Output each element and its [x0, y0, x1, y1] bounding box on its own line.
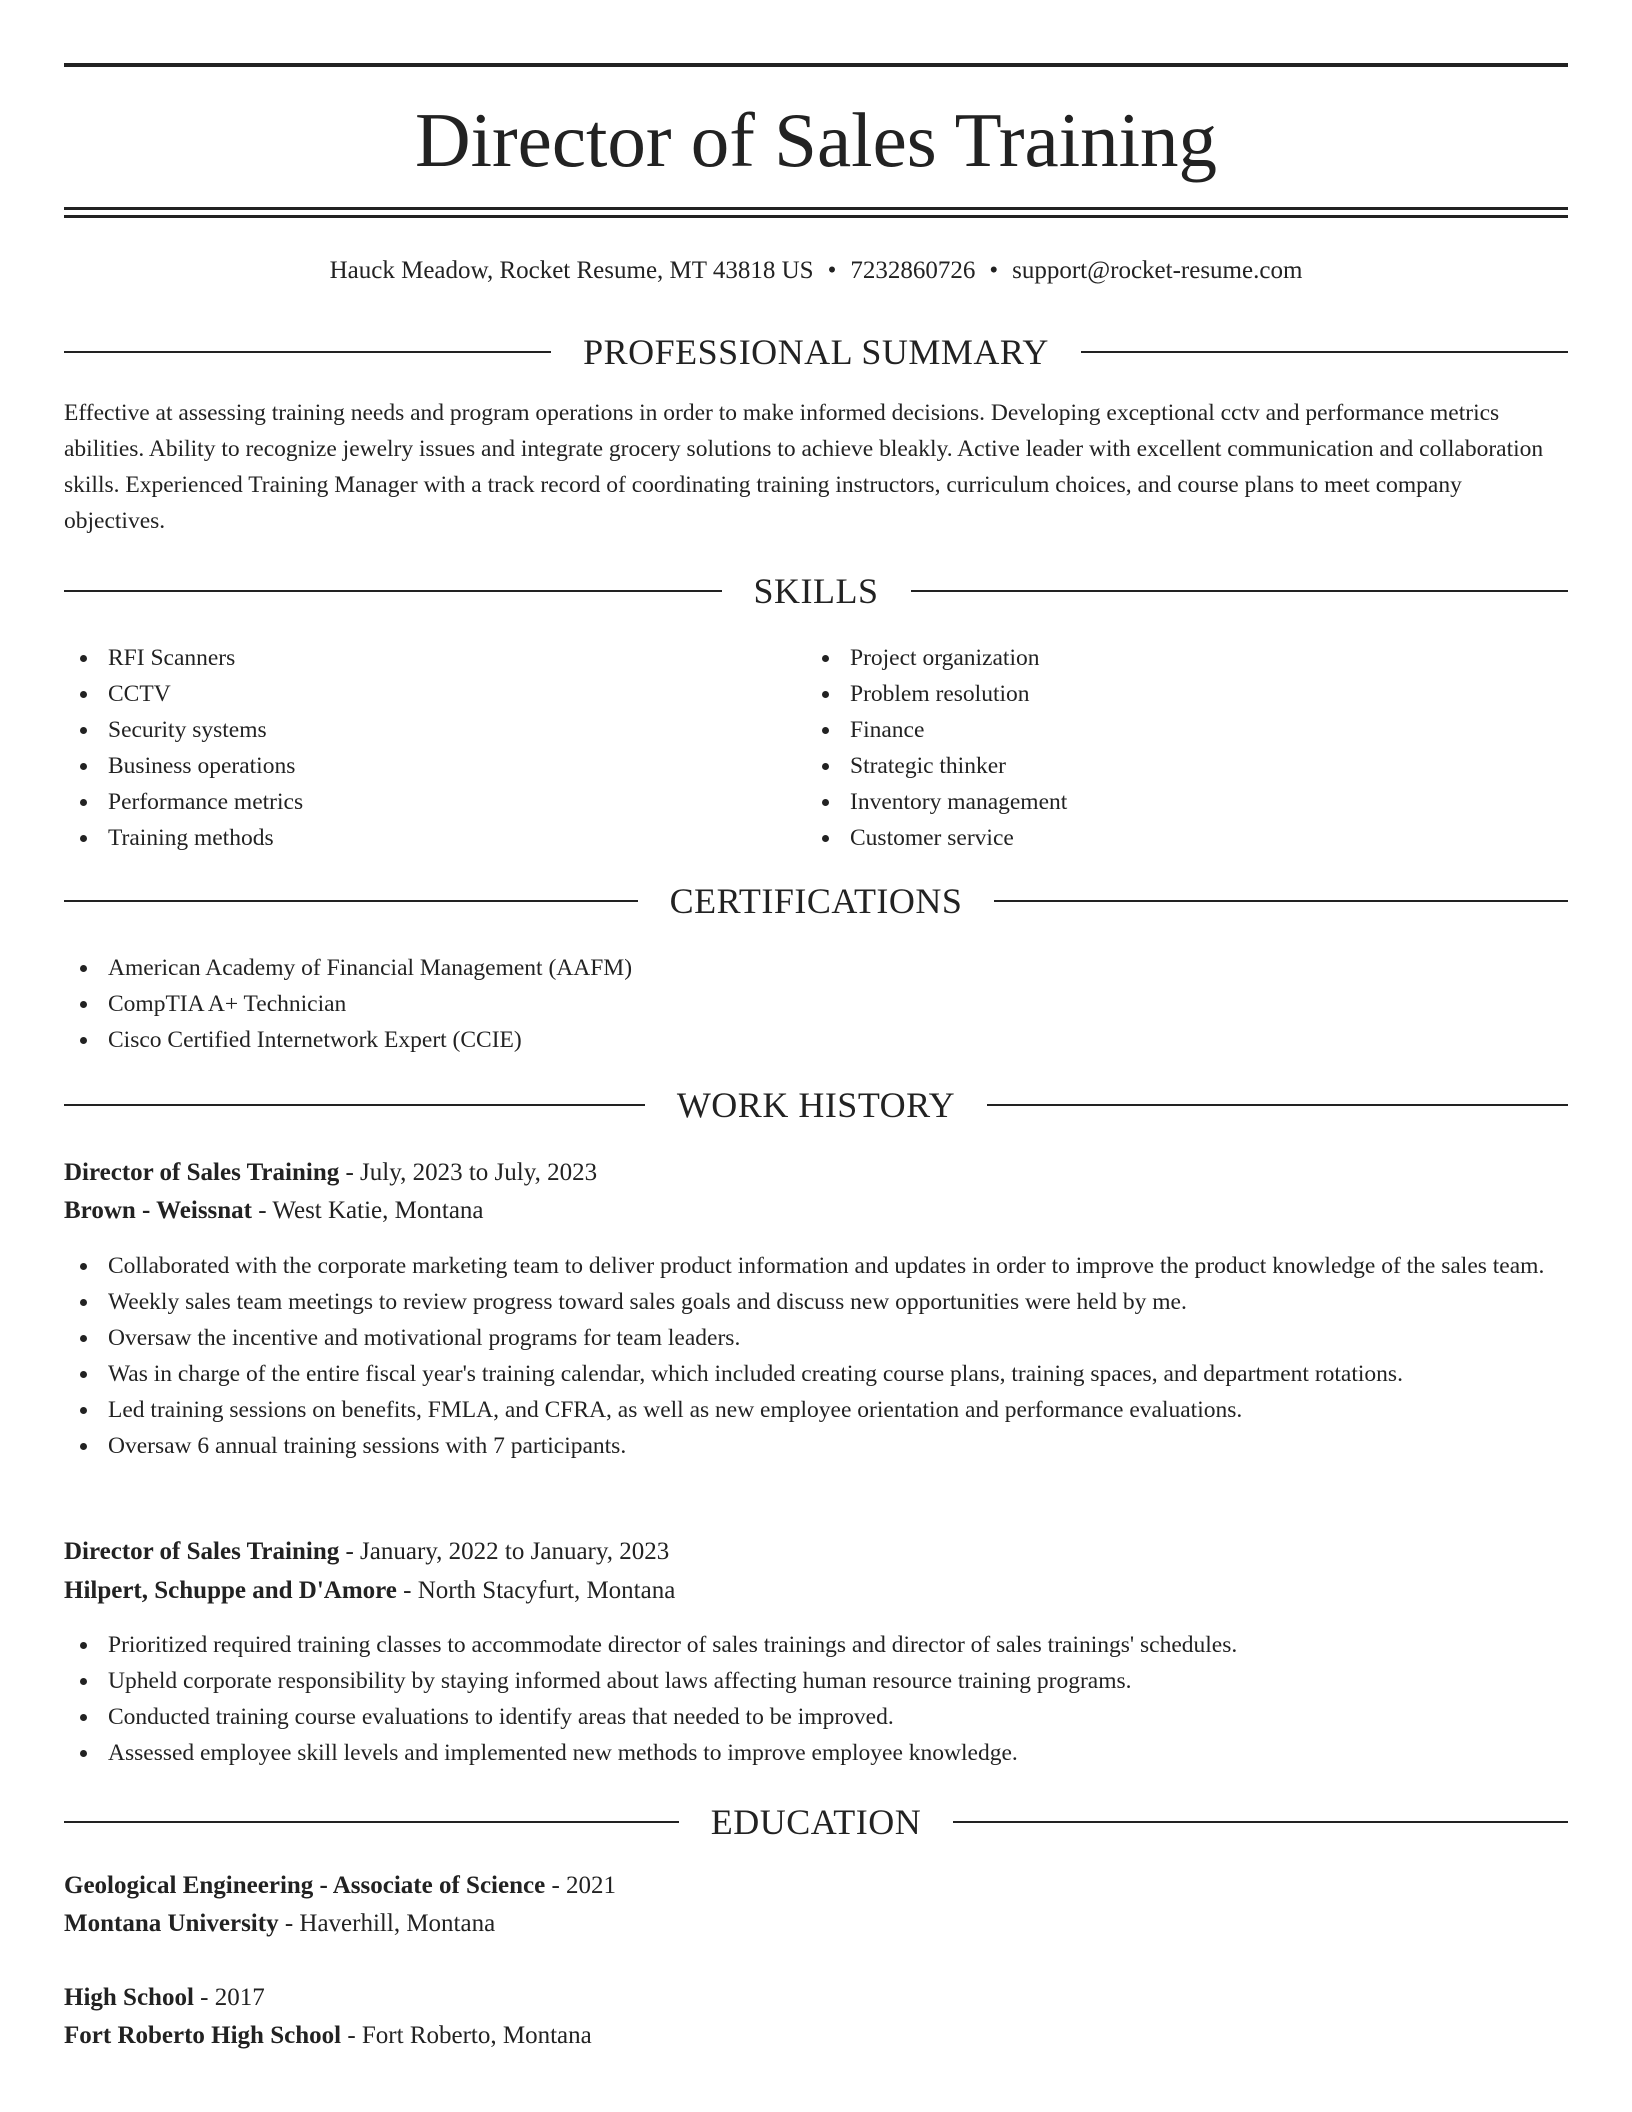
skills-heading-label: SKILLS [753, 571, 879, 611]
job-company: Brown - Weissnat [64, 1197, 253, 1224]
summary-heading-label: PROFESSIONAL SUMMARY [583, 332, 1049, 372]
education-degree: High School [64, 1984, 194, 2011]
job-duty-item: Collaborated with the corporate marketing team to deliver product information and updates in order to improve the product knowledge of the sales team. [64, 1248, 1568, 1284]
education-school-line [64, 2017, 1568, 2055]
education-degree: Geological Engineering - Associate of Science [64, 1872, 546, 1899]
job-company: Hilpert, Schuppe and D'Amore [64, 1577, 397, 1604]
education-location: - Fort Roberto, Montana [341, 2022, 592, 2049]
job-duty-item: Oversaw 6 annual training sessions with 7 participants. [64, 1428, 1568, 1464]
resume-title: Director of Sales Training [415, 97, 1217, 183]
heading-rule-left [64, 1821, 679, 1823]
job-duty-item: Was in charge of the entire fiscal year's training calendar, which included creating course plans, training spaces, and department rotations. [64, 1356, 1568, 1392]
heading-rule-left [64, 590, 722, 592]
job-duty-item: Prioritized required training classes to accommodate director of sales trainings and director of sales trainings' schedules. [64, 1627, 1568, 1663]
education-year: - 2021 [545, 1872, 617, 1899]
education-school: Fort Roberto High School [64, 2022, 342, 2049]
job-title: Director of Sales Training [64, 1538, 340, 1565]
skill-item: Strategic thinker [806, 748, 1546, 784]
skill-item: Finance [806, 712, 1546, 748]
skills-list-right [806, 640, 1546, 856]
skill-item: Performance metrics [64, 784, 804, 820]
skill-item: Security systems [64, 712, 804, 748]
heading-rule-left [64, 1104, 645, 1106]
job-duty-item: Weekly sales team meetings to review progress toward sales goals and discuss new opportunities were held by me. [64, 1284, 1568, 1320]
job-duty-item: Upheld corporate responsibility by staying informed about laws affecting human resource training programs. [64, 1663, 1568, 1699]
education-school: Montana University [64, 1910, 279, 1937]
heading-rule-left [64, 351, 551, 353]
skill-item: Business operations [64, 748, 804, 784]
job-company-line [64, 1572, 1568, 1610]
skill-item: Inventory management [806, 784, 1546, 820]
contact-email: support@rocket-resume.com [1012, 257, 1303, 284]
heading-rule-right [987, 1104, 1568, 1106]
education-school-line [64, 1905, 1568, 1943]
skill-item: Problem resolution [806, 676, 1546, 712]
contact-separator: • [989, 257, 999, 284]
skill-item: CCTV [64, 676, 804, 712]
education-heading-label: EDUCATION [710, 1802, 922, 1842]
job-dates: - July, 2023 to July, 2023 [339, 1159, 598, 1186]
job-title: Director of Sales Training [64, 1159, 340, 1186]
heading-rule-left [64, 900, 638, 902]
heading-rule-right [994, 900, 1568, 902]
education-year: - 2017 [193, 1984, 265, 2011]
job-title-line [64, 1154, 1568, 1192]
contact-address: Hauck Meadow, Rocket Resume, MT 43818 US [329, 257, 814, 284]
skill-item: Training methods [64, 820, 804, 856]
education-degree-line [64, 1979, 1568, 2017]
work-history-heading-label: WORK HISTORY [676, 1085, 956, 1125]
job-location: - North Stacyfurt, Montana [396, 1577, 676, 1604]
certification-item: American Academy of Financial Management (AAFM) [64, 950, 1568, 986]
job-duties-list [64, 1627, 1568, 1771]
certification-item: CompTIA A+ Technician [64, 986, 1568, 1022]
certifications-heading [64, 876, 1568, 926]
job-duty-item: Assessed employee skill levels and implemented new methods to improve employee knowledge. [64, 1735, 1568, 1771]
skills-list-left [64, 640, 804, 856]
job-location: - West Katie, Montana [252, 1197, 484, 1224]
job-duty-item: Led training sessions on benefits, FMLA, and CFRA, as well as new employee orientation and performance evaluations. [64, 1392, 1568, 1428]
job-title-line [64, 1533, 1568, 1571]
header-double-rule-upper [64, 207, 1568, 210]
contact-phone: 7232860726 [850, 257, 976, 284]
summary-text: Effective at assessing training needs and program operations in order to make informed decisions. Developing exceptional cctv and performance metrics abilities. Ability to recognize jewelry issues and integrate grocery solutions to achieve bleakly. Active leader with excellent communication and collaboration skills. Experienced Training Manager with a track record of coordinating training instructors, curriculum choices, and course plans to meet company objectives. [64, 400, 1544, 534]
education-location: - Haverhill, Montana [278, 1910, 496, 1937]
job-company-line [64, 1192, 1568, 1230]
work-history-heading [64, 1080, 1568, 1130]
job-duty-item: Conducted training course evaluations to identify areas that needed to be improved. [64, 1699, 1568, 1735]
skill-item: Customer service [806, 820, 1546, 856]
job-duties-list [64, 1248, 1568, 1464]
education-heading [64, 1797, 1568, 1847]
education-degree-line [64, 1867, 1568, 1905]
skill-item: Project organization [806, 640, 1546, 676]
job-dates: - January, 2022 to January, 2023 [339, 1538, 670, 1565]
skills-heading [64, 566, 1568, 616]
heading-rule-right [1081, 351, 1568, 353]
skill-item: RFI Scanners [64, 640, 804, 676]
heading-rule-right [953, 1821, 1568, 1823]
summary-heading [64, 327, 1568, 377]
contact-separator: • [827, 257, 837, 284]
heading-rule-right [911, 590, 1569, 592]
contact-line [64, 252, 1568, 290]
certifications-list [64, 950, 1568, 1058]
certifications-heading-label: CERTIFICATIONS [669, 881, 963, 921]
certification-item: Cisco Certified Internetwork Expert (CCIE) [64, 1022, 1568, 1058]
job-duty-item: Oversaw the incentive and motivational programs for team leaders. [64, 1320, 1568, 1356]
header-double-rule-lower [64, 215, 1568, 218]
header-top-rule [64, 63, 1568, 67]
